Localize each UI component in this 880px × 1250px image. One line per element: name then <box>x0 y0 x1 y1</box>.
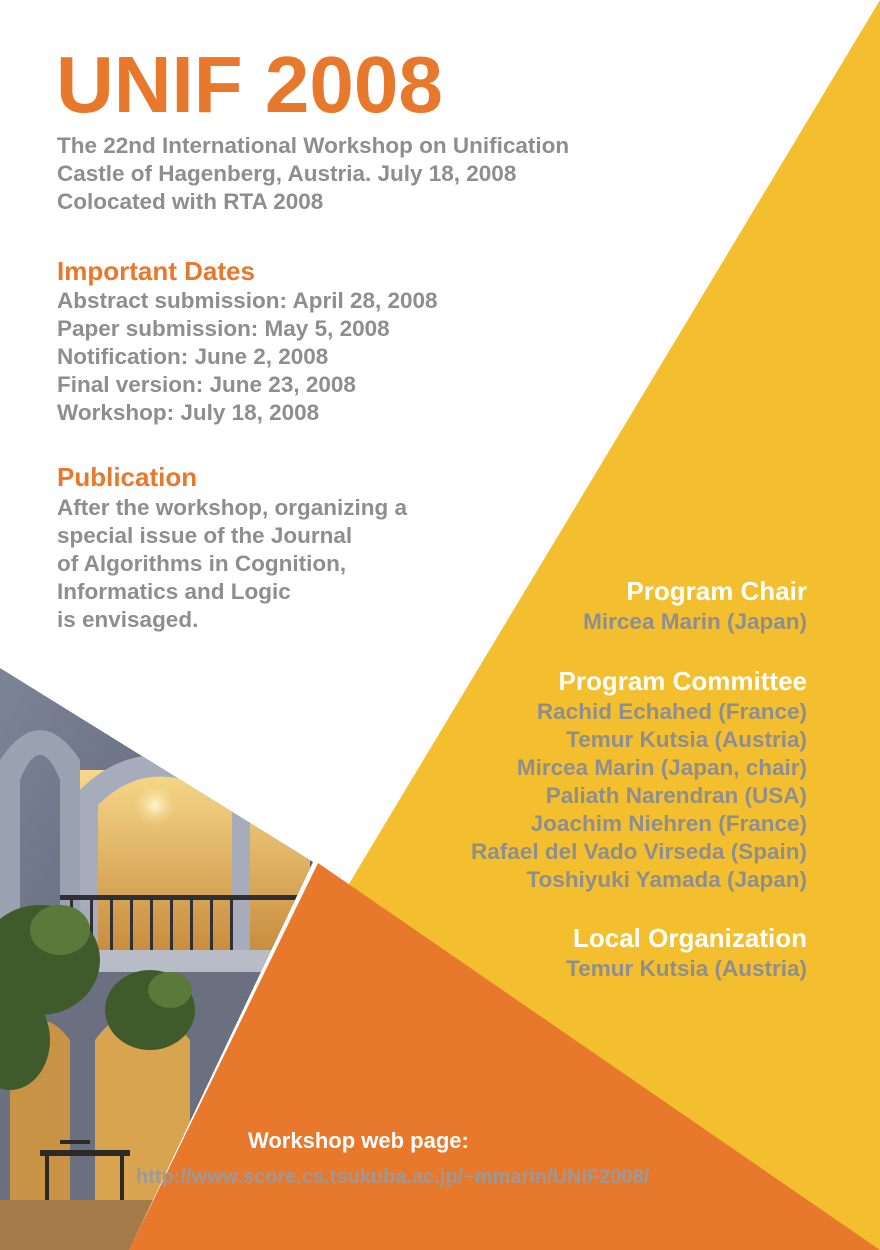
subtitle-line: The 22nd International Workshop on Unification <box>57 133 570 158</box>
publication-heading: Publication <box>57 462 198 492</box>
program-chair-heading: Program Chair <box>626 576 807 606</box>
web-page-link[interactable]: http://www.score.cs.tsukuba.ac.jp/~mmarin/UNIF2008/ <box>136 1166 650 1188</box>
publication-line: is envisaged. <box>57 607 199 632</box>
subtitle-line: Colocated with RTA 2008 <box>57 189 324 214</box>
important-dates-list <box>57 287 438 427</box>
committee-member: Paliath Narendran (USA) <box>545 783 807 808</box>
program-chair-member: Mircea Marin (Japan) <box>583 609 807 634</box>
local-organization-heading: Local Organization <box>572 923 807 953</box>
page-title: UNIF 2008 <box>56 40 443 129</box>
publication-text <box>57 494 407 634</box>
subtitle <box>57 132 569 216</box>
committee-member: Joachim Niehren (France) <box>530 811 807 836</box>
publication-line: special issue of the Journal <box>57 523 353 548</box>
date-item: Final version: June 23, 2008 <box>57 372 356 397</box>
program-committee-list <box>471 698 807 894</box>
program-chair-list <box>583 608 807 636</box>
important-dates-heading: Important Dates <box>57 256 255 286</box>
publication-line: of Algorithms in Cognition, <box>57 551 347 576</box>
committee-member: Mircea Marin (Japan, chair) <box>516 755 807 780</box>
program-committee-heading: Program Committee <box>558 666 807 696</box>
subtitle-line: Castle of Hagenberg, Austria. July 18, 2008 <box>57 161 517 186</box>
local-organization-member: Temur Kutsia (Austria) <box>566 956 807 981</box>
committee-member: Temur Kutsia (Austria) <box>566 727 807 752</box>
committee-member: Toshiyuki Yamada (Japan) <box>526 867 807 892</box>
date-item: Abstract submission: April 28, 2008 <box>57 288 438 313</box>
publication-line: Informatics and Logic <box>57 579 291 604</box>
date-item: Notification: June 2, 2008 <box>57 344 329 369</box>
committee-member: Rachid Echahed (France) <box>536 699 807 724</box>
committee-member: Rafael del Vado Virseda (Spain) <box>471 839 807 864</box>
publication-line: After the workshop, organizing a <box>57 495 408 520</box>
date-item: Paper submission: May 5, 2008 <box>57 316 390 341</box>
web-page-label: Workshop web page: <box>248 1128 469 1153</box>
local-organization-list <box>566 955 807 983</box>
date-item: Workshop: July 18, 2008 <box>57 400 320 425</box>
